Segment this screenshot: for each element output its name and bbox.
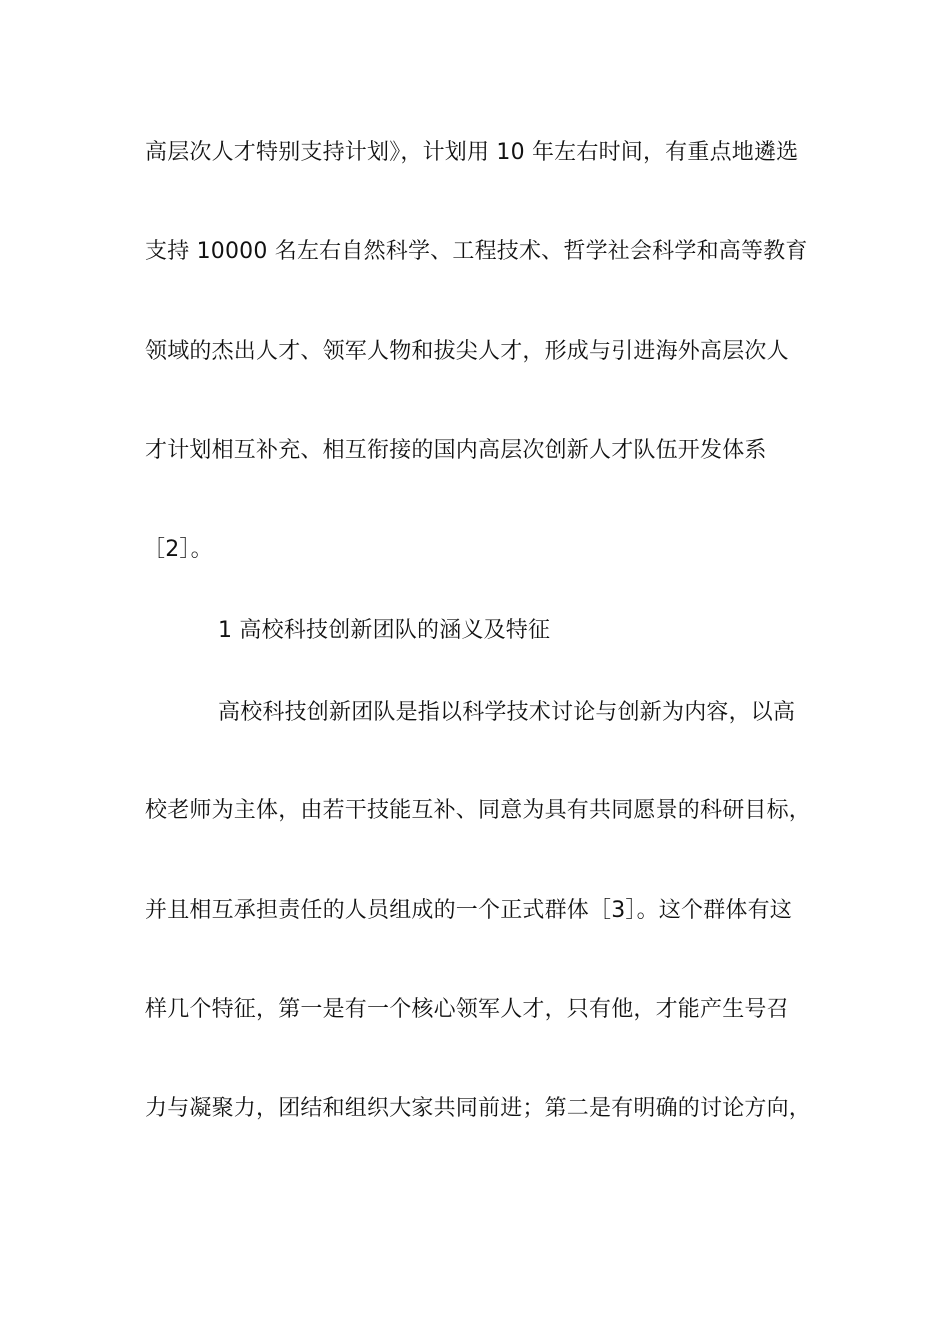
paragraph-line: ［2］。: [143, 537, 213, 562]
paragraph-line: 力与凝聚力，团结和组织大家共同前进；第二是有明确的讨论方向，: [145, 1096, 812, 1121]
paragraph-line: 高层次人才特别支持计划》，计划用 10 年左右时间，有重点地遴选: [145, 140, 799, 165]
section-heading: 1 高校科技创新团队的涵义及特征: [218, 618, 551, 643]
paragraph-line: 并且相互承担责任的人员组成的一个正式群体［3］。这个群体有这: [145, 898, 792, 923]
paragraph-line: 高校科技创新团队是指以科学技术讨论与创新为内容，以高: [218, 700, 796, 725]
paragraph-line: 支持 10000 名左右自然科学、工程技术、哲学社会科学和高等教育: [145, 239, 808, 264]
paragraph-line: 样几个特征，第一是有一个核心领军人才，只有他，才能产生号召: [145, 997, 789, 1022]
paragraph-line: 才计划相互补充、相互衔接的国内高层次创新人才队伍开发体系: [145, 438, 767, 463]
paragraph-line: 校老师为主体，由若干技能互补、同意为具有共同愿景的科研目标，: [145, 798, 812, 823]
paragraph-line: 领域的杰出人才、领军人物和拔尖人才，形成与引进海外高层次人: [145, 339, 789, 364]
